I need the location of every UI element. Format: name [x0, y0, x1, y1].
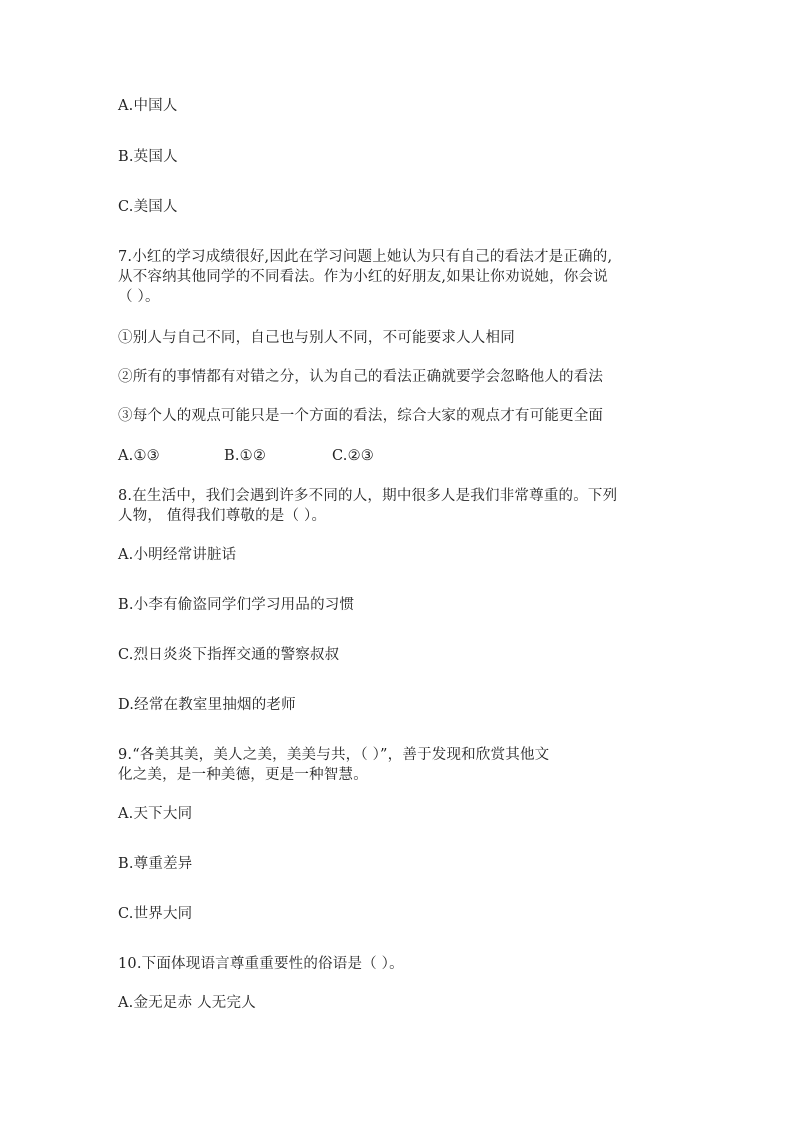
q6-option-a[interactable]: A.中国人: [118, 98, 178, 114]
q7-stem-line-3: （ ）。: [118, 289, 160, 305]
q9-stem-line-1: 9.“各美其美，美人之美，美美与共，（ ）”，善于发现和欣赏其他文: [118, 747, 550, 763]
q9-option-b[interactable]: B.尊重差异: [118, 856, 193, 872]
q7-options-row: [118, 446, 374, 466]
q9-option-c[interactable]: C.世界大同: [118, 906, 193, 922]
q7-option-c[interactable]: C.②③: [332, 448, 374, 464]
q7-stem-line-1: 7.小红的学习成绩很好,因此在学习问题上她认为只有自己的看法才是正确的,: [118, 249, 613, 265]
q6-option-b[interactable]: B.英国人: [118, 149, 178, 165]
q7-statement-2: ②所有的事情都有对错之分，认为自己的看法正确就要学会忽略他人的看法: [118, 369, 604, 385]
q10-option-a[interactable]: A.金无足赤 人无完人: [118, 995, 256, 1011]
q8-option-d[interactable]: D.经常在教室里抽烟的老师: [118, 697, 296, 713]
q7-stem-line-2: 从不容纳其他同学的不同看法。作为小红的好朋友,如果让你劝说她，你会说: [118, 269, 608, 285]
q8-stem-line-1: 8.在生活中，我们会遇到许多不同的人，期中很多人是我们非常尊重的。下列: [118, 488, 618, 504]
q7-option-b[interactable]: B.①②: [224, 448, 267, 464]
q10-stem: 10.下面体现语言尊重重要性的俗语是（ ）。: [118, 956, 404, 972]
q8-stem-line-2: 人物， 值得我们尊敬的是（ ）。: [118, 508, 327, 524]
q7-statement-3: ③每个人的观点可能只是一个方面的看法，综合大家的观点才有可能更全面: [118, 408, 604, 424]
q8-option-a[interactable]: A.小明经常讲脏话: [118, 547, 237, 563]
q6-option-c[interactable]: C.美国人: [118, 199, 178, 215]
q9-option-a[interactable]: A.天下大同: [118, 806, 193, 822]
q9-stem-line-2: 化之美，是一种美德，更是一种智慧。: [118, 767, 368, 783]
q8-option-b[interactable]: B.小李有偷盗同学们学习用品的习惯: [118, 597, 355, 613]
q7-option-a[interactable]: A.①③: [118, 448, 160, 464]
q7-statement-1: ①别人与自己不同，自己也与别人不同，不可能要求人人相同: [118, 330, 515, 346]
q8-option-c[interactable]: C.烈日炎炎下指挥交通的警察叔叔: [118, 647, 340, 663]
